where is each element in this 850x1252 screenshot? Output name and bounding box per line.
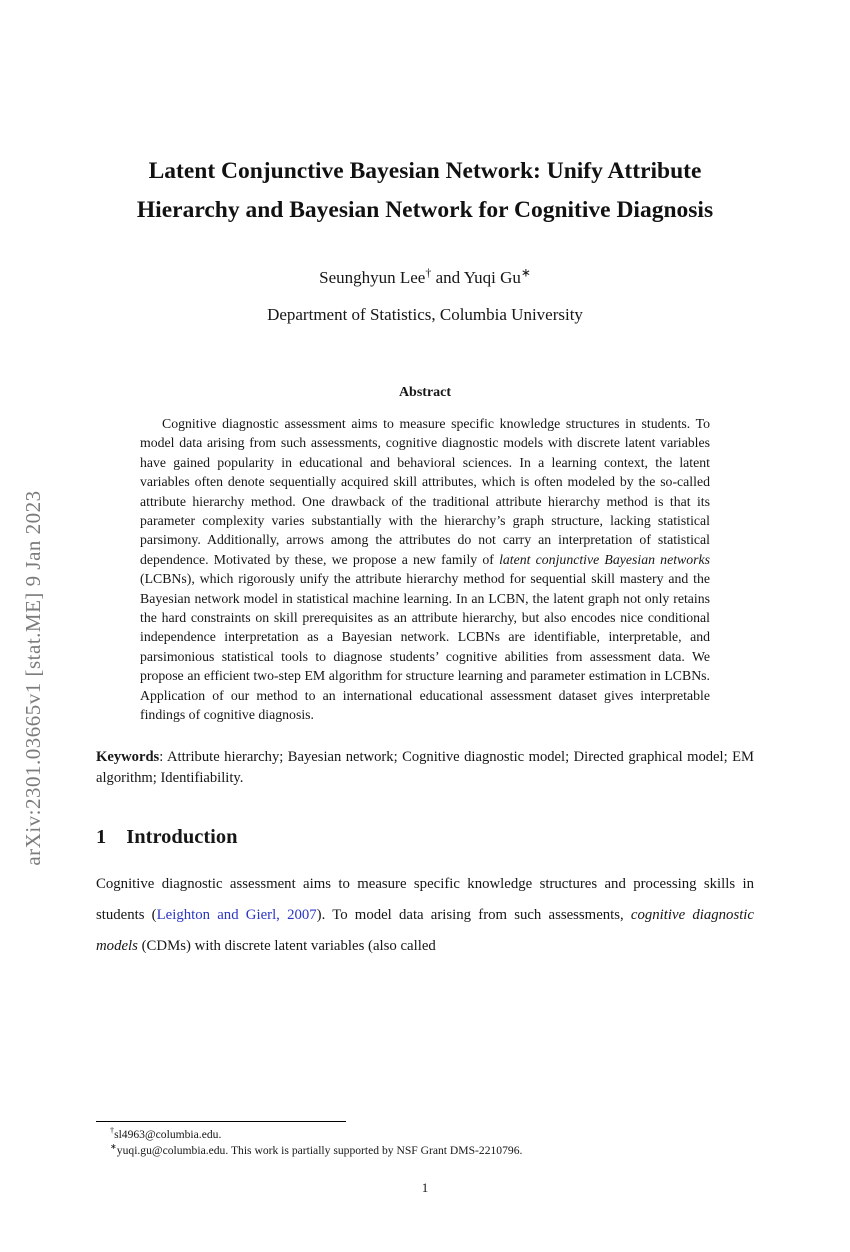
footnote-1-mark: † [110,1126,115,1136]
paper-title-line1: Latent Conjunctive Bayesian Network: Unify Attribute [148,158,702,184]
footnote-block [96,1121,754,1158]
author-name-2: Yuqi Gu [463,268,521,287]
footnote-rule [96,1121,346,1122]
paper-page [0,152,850,1252]
abstract-heading: Abstract [398,385,452,400]
arxiv-watermark: arXiv:2301.03665v1 [stat.ME] 9 Jan 2023 [21,490,45,866]
author-mark-1: † [425,265,432,280]
intro-text-1: Cognitive diagnostic assessment aims to measure specific knowledge structures and processing skills in students ( [96,875,754,923]
footnote-2-text: yuqi.gu@columbia.edu. This work is partially supported by NSF Grant DMS-2210796. [116,1143,523,1157]
authors-connector: and [431,268,464,287]
section-1-number: 1 [96,825,107,848]
intro-text-3: (CDMs) with discrete latent variables (also called [137,937,436,954]
abstract-text-1: Cognitive diagnostic assessment aims to measure specific knowledge structures in students. To model data arising from such assessments, cognitive diagnostic models with discrete latent variables have gained popularity in educational and behavioral sciences. In a learning context, the latent variables often denote sequentially acquired skill attributes, which is often modeled by the so-called attribute hierarchy method. One drawback of the traditional attribute hierarchy method is that its parameter complexity varies substantially with the hierarchy’s graph structure, lacking statistical parsimony. Additionally, arrows among the attributes do not carry an interpretation of statistical dependence. Motivated by these, we propose a new family of [140,416,710,567]
keywords-text: : Attribute hierarchy; Bayesian network; Cognitive diagnostic model; Directed graphical model; EM algorithm; Identifiability. [96,748,754,786]
author-name-1: Seunghyun Lee [319,268,426,287]
footnote-2 [96,1143,754,1159]
abstract-italic-phrase: latent conjunctive Bayesian networks [499,551,711,567]
paper-title-line2: Hierarchy and Bayesian Network for Cognitive Diagnosis [136,197,714,223]
affiliation-line: Department of Statistics, Columbia University [267,305,583,324]
intro-italic-phrase: cognitive diagnostic models [96,906,754,954]
footnote-2-mark: ∗ [110,1141,117,1151]
keywords-paragraph [96,747,754,789]
intro-paragraph [96,869,754,962]
intro-text-2: ). To model data arising from such assessments, [316,906,631,923]
footnote-1 [96,1127,754,1143]
paper-title [96,152,754,230]
abstract-text-2: (LCBNs), which rigorously unify the attribute hierarchy method for sequential skill mastery and the Bayesian network model in statistical machine learning. In an LCBN, the latent graph not only retains the hard constraints on skill prerequisites as an attribute hierarchy, but also encodes nice conditional independence interpretation as a Bayesian network. LCBNs are identifiable, interpretable, and parsimonious statistical tools to diagnose students’ cognitive abilities from assessment data. We propose an efficient two-step EM algorithm for structure learning and parameter estimation in LCBNs. Application of our method to an international educational assessment dataset gives interpretable findings of cognitive diagnosis. [140,571,710,723]
section-1-heading [96,826,754,849]
keywords-label: Keywords [96,748,160,765]
section-1-title: Introduction [126,825,238,848]
page-number: 1 [421,1180,429,1195]
abstract-body [140,414,710,725]
citation-link-leighton-gierl-2007[interactable]: Leighton and Gierl, 2007 [156,906,317,923]
footnote-1-text: sl4963@columbia.edu. [114,1128,222,1141]
author-mark-2: ∗ [520,265,531,280]
authors-line [96,265,754,288]
